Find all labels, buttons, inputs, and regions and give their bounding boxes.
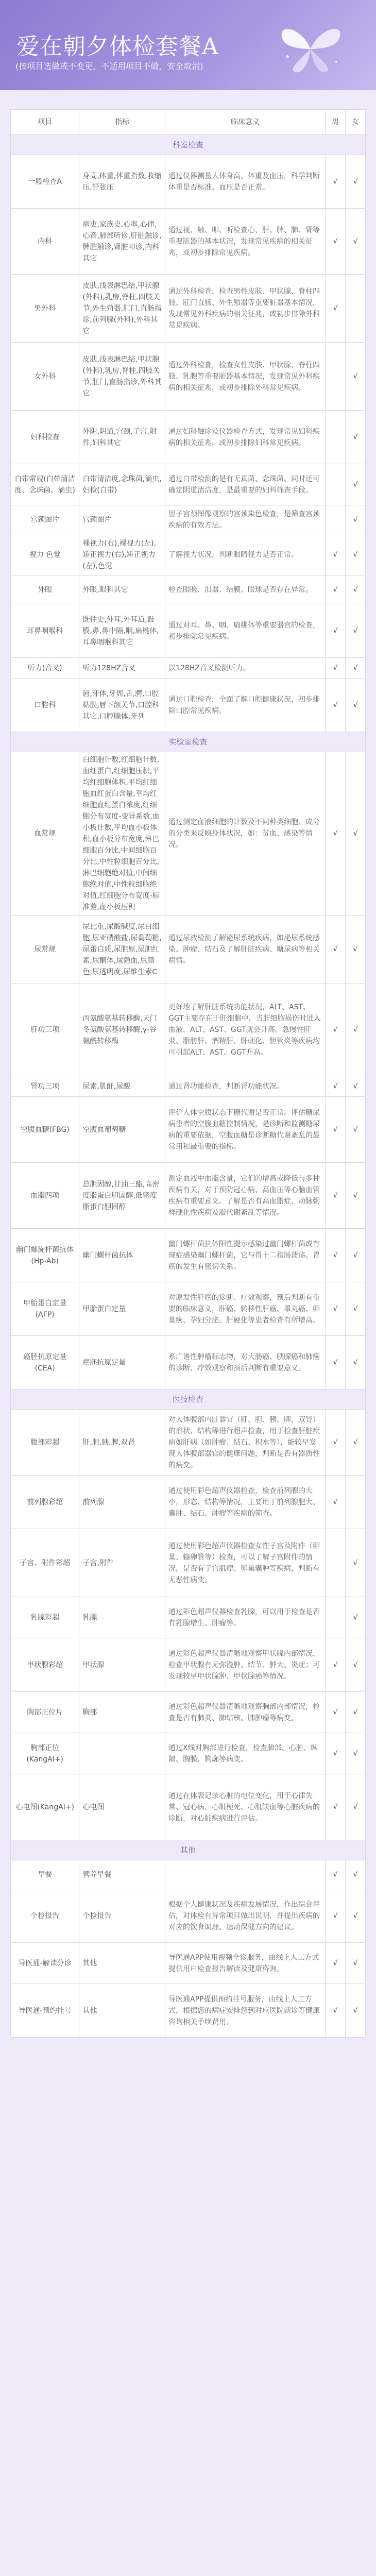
package-table [10,109,366,2038]
item-name-cell: 一般检查A [11,155,79,209]
header-tab-shape [0,91,216,109]
table-row [11,679,366,732]
item-name-cell: 血脂四项 [11,1163,79,1229]
item-name-cell: 导医通-预约挂号 [11,1984,79,2038]
female-mark-cell: √ [346,1733,366,1774]
item-name-cell: 子宫、附件彩超 [11,1529,79,1597]
indicator-cell: 白带清洁度,念珠菌,滴虫,妇检(白带) [79,464,165,505]
male-mark-cell: √ [326,679,346,732]
item-name-cell: 空腹血糖(FBG) [11,1097,79,1163]
indicator-cell: 皮肤,浅表淋巴结,甲状腺(外科),乳房,脊柱,四肢关节,肛门,直肠指诊,外科其它 [79,343,165,411]
col-header-meaning: 临床意义 [165,110,326,135]
item-name-cell: 视力 色觉 [11,534,79,575]
table-row [11,209,366,275]
table-row [11,1410,366,1476]
female-mark-cell: √ [346,1774,366,1840]
male-mark-cell [326,1597,346,1638]
indicator-cell: 子宫,附件 [79,1529,165,1597]
item-name-cell: 妇科检查 [11,411,79,464]
male-mark-cell: √ [326,1733,346,1774]
male-mark-cell: √ [326,916,346,984]
male-mark-cell: √ [326,534,346,575]
male-mark-cell [326,464,346,505]
female-mark-cell: √ [346,658,366,679]
male-mark-cell: √ [326,275,346,343]
item-name-cell: 胸部正位(KangAI+) [11,1733,79,1774]
male-mark-cell: √ [326,984,346,1076]
female-mark-cell: √ [346,1529,366,1597]
female-mark-cell: √ [346,411,366,464]
meaning-cell: 了解视力状况，判断眼睛视力是否正常。 [165,534,326,575]
item-name-cell: 内科 [11,209,79,275]
female-mark-cell: √ [346,343,366,411]
meaning-cell: 通过尿液检测了解泌尿系统疾病，如泌尿系统感染、肿瘤、结石及了解肝脏疾病、糖尿病等相关病情。 [165,916,326,984]
female-mark-cell: √ [346,464,366,505]
indicator-cell: 总胆固醇,甘油三酯,高密度脂蛋白胆固醇,低密度脂蛋白胆固醇 [79,1163,165,1229]
meaning-cell: 根据个人健康状况及疾病发展情况，作出综合评估，对体检有异常项目做出说明，并提出疾病的对应的饮食调理、运动保健方向的建议。 [165,1889,326,1943]
table-row [11,1229,366,1282]
female-mark-cell [346,275,366,343]
item-name-cell: 肝功三项 [11,984,79,1076]
meaning-cell: 检查眼睑、泪器、结膜、眼球是否存在异常。 [165,575,326,604]
female-mark-cell: √ [346,1984,366,2038]
indicator-cell: 个检报告 [79,1889,165,1943]
meaning-cell: 通过使用彩色超声仪器检查女性子宫及附件（卵巢、输卵管等）检查，可以了解子宫附件的情况，是否有子宫肌瘤、卵巢囊肿等疾病，判断有无恶性病变。 [165,1529,326,1597]
male-mark-cell: √ [326,209,346,275]
indicator-cell: 肝,胆,胰,脾,双肾 [79,1410,165,1476]
male-mark-cell: √ [326,752,346,916]
item-name-cell: 听力(音叉) [11,658,79,679]
indicator-cell: 外阴,阴道,宫颈,子宫,附件,妇科其它 [79,411,165,464]
table-row [11,575,366,604]
male-mark-cell: √ [326,1692,346,1733]
table-row [11,658,366,679]
indicator-cell: 癌胚抗原定量 [79,1336,165,1389]
male-mark-cell [326,411,346,464]
table-row [11,1733,366,1774]
male-mark-cell: √ [326,1163,346,1229]
male-mark-cell [326,343,346,411]
table-row [11,275,366,343]
table-row [11,916,366,984]
meaning-cell: 幽门螺杆菌抗体阳性提示感染过幽门螺杆菌或有现症感染幽门螺杆菌，它与胃十二指肠溃疡、胃癌的发生有密切关系。 [165,1229,326,1282]
meaning-cell: 通过肾功能检查，判断肾功能状况。 [165,1076,326,1097]
male-mark-cell: √ [326,1410,346,1476]
item-name-cell: 腹部彩超 [11,1410,79,1476]
indicator-cell: 宫颈图片 [79,505,165,534]
female-mark-cell: √ [346,1638,366,1692]
female-mark-cell: √ [346,679,366,732]
table-row [11,1336,366,1389]
female-mark-cell: √ [346,1943,366,1984]
table-row [11,1943,366,1984]
item-name-cell: 女外科 [11,343,79,411]
item-name-cell: 男外科 [11,275,79,343]
item-name-cell: 幽门螺旋杆菌抗体(Hp-Ab) [11,1229,79,1282]
item-name-cell: 心电图(KangAI+) [11,1774,79,1840]
meaning-cell: 通过在体表记录心脏的电位变化，用于心律失常、冠心病、心肌梗死、心肌缺血等心脏疾病的诊断，对心脏疾病进行评估。 [165,1774,326,1840]
female-mark-cell: √ [346,1229,366,1282]
meaning-cell: 通过彩色超声仪器清晰地观察甲状腺内部情况，检查甲状腺有无弥漫肿、结节、肿大、炎症；可发现较早甲状腺肿、甲状腺癌等情况。 [165,1638,326,1692]
female-mark-cell: √ [346,752,366,916]
female-mark-cell: √ [346,575,366,604]
table-row [11,343,366,411]
table-row [11,1638,366,1692]
meaning-cell: 对人体腹部内脏器官（肝、胆、胰、脾、双肾）的形状、结构等进行超声检查，用于检查肝脏疾病如肝病（如肿瘤、结石、积水等），能较早发现人体腹部器官的健康问题，判断是否有器质性的病变。 [165,1410,326,1476]
male-mark-cell: √ [326,1229,346,1282]
indicator-cell: 尿比重,尿酸碱度,尿白细胞,尿亚硝酸盐,尿葡萄糖,尿蛋白质,尿胆原,尿胆红素,尿酮体,尿隐血,尿颜色,尿透明度,尿维生素C [79,916,165,984]
meaning-cell: 通过妇科触诊及仪器检查方式，发现常见妇科疾病的相关征兆，或初步排除妇科常见疾病。 [165,411,326,464]
item-name-cell: 癌胚抗原定量(CEA) [11,1336,79,1389]
indicator-cell: 尿素,肌酐,尿酸 [79,1076,165,1097]
meaning-cell: 导医通APP提供预约挂号服务，由线上人工方式，根据您的病症安排您到对应医院就诊等健康咨询相关手续费用。 [165,1984,326,2038]
indicator-cell: 听力128HZ音叉 [79,658,165,679]
item-name-cell: 胸部正位片 [11,1692,79,1733]
table-row [11,1529,366,1597]
header-banner [0,0,376,90]
female-mark-cell: √ [346,1163,366,1229]
male-mark-cell: √ [326,1860,346,1889]
table-row [11,1163,366,1229]
indicator-cell: 既往史,外耳,外耳道,鼓膜,鼻,鼻中隔,咽,扁桃体,耳鼻咽喉科其它 [79,604,165,658]
item-name-cell: 血常规 [11,752,79,916]
indicator-cell: 丙氨酸氨基转移酶,天门冬氨酸氨基转移酶,γ-谷氨酰转移酶 [79,984,165,1076]
indicator-cell: 外眼,眼科其它 [79,575,165,604]
table-row [11,1889,366,1943]
table-row [11,604,366,658]
table-row [11,505,366,534]
meaning-cell: 以128HZ音叉检测听力。 [165,658,326,679]
item-name-cell: 早餐 [11,1860,79,1889]
section-header-row [11,1389,366,1410]
table-row [11,1476,366,1529]
table-row [11,464,366,505]
section-title: 科室检查 [11,135,366,155]
item-name-cell: 白带常规(白带清洁度、念珠菌、滴虫) [11,464,79,505]
male-mark-cell: √ [326,1097,346,1163]
meaning-cell: 系广谱性肿瘤标志物，对大肠癌、胰腺癌和肺癌的诊断、疗效观察和预后判断有重要意义。 [165,1336,326,1389]
page-subtitle: (按项目选做或不变更，不适用项目不做，安全取消) [15,61,203,71]
section-header-row [11,732,366,752]
item-name-cell: 外眼 [11,575,79,604]
item-name-cell: 甲状腺彩超 [11,1638,79,1692]
meaning-cell: 通过彩色超声仪器检查乳腺，可以用于检查是否有乳腺增生、肿瘤等。 [165,1597,326,1638]
table-row [11,984,366,1076]
col-header-male: 男 [326,110,346,135]
male-mark-cell: √ [326,1076,346,1097]
table-row [11,534,366,575]
male-mark-cell: √ [326,604,346,658]
female-mark-cell: √ [346,1860,366,1889]
indicator-cell: 病史,家族史,心率,心律,心音,肺部听诊,肝脏触诊,脾脏触诊,肾脏叩诊,内科其它 [79,209,165,275]
female-mark-cell: √ [346,1889,366,1943]
item-name-cell: 前列腺彩超 [11,1476,79,1529]
section-title: 实验室检查 [11,732,366,752]
item-name-cell: 宫颈图片 [11,505,79,534]
female-mark-cell: √ [346,1336,366,1389]
indicator-cell: 胸部 [79,1692,165,1733]
male-mark-cell: √ [326,1943,346,1984]
meaning-cell: 通过白带检测的是有无真菌、念珠菌、同时还可确定阴道清洁度，是最重要的妇科筛查手段。 [165,464,326,505]
item-name-cell: 口腔科 [11,679,79,732]
female-mark-cell: √ [346,1410,366,1476]
meaning-cell: 通过彩色超声仪器清晰地观察胸部内部情况，检查是否有肺炎、肺结核、肺肿瘤等病变。 [165,1692,326,1733]
male-mark-cell: √ [326,1984,346,2038]
male-mark-cell [326,505,346,534]
male-mark-cell: √ [326,1774,346,1840]
female-mark-cell: √ [346,505,366,534]
indicator-cell: 唇,牙体,牙周,舌,腭,口腔粘膜,唇下颌关节,口腔科其它,口腔腺体,牙列 [79,679,165,732]
section-header-row [11,1840,366,1860]
male-mark-cell: √ [326,1476,346,1529]
table-body [11,135,366,2038]
male-mark-cell: √ [326,1889,346,1943]
table-row [11,1597,366,1638]
meaning-cell: 更好地了解肝脏系统功能状况，ALT、AST、GGT主要存在于肝细胞中，当肝细胞损伤时进入血液，ALT、AST、GGT就会升高。急慢性肝炎、脂肪肝、酒精肝、肝硬化、胆管炎等疾病均可引起ALT、AST、GGT升高。 [165,984,326,1076]
female-mark-cell: √ [346,1097,366,1163]
meaning-cell: 通过外科检查，检查女性皮肤、甲状腺、脊柱四肢、乳腺等重要脏器基本情况，发现常见外科疾病的相关征兆，或初步排除外科常见疾病。 [165,343,326,411]
table-row [11,411,366,464]
indicator-cell [79,1733,165,1774]
item-name-cell: 肾功三项 [11,1076,79,1097]
table-row [11,1774,366,1840]
meaning-cell: 测定血液中血脂含量，它们的增高或降低与多种疾病有关，对于预防冠心病、高血压等心脑血管疾病有重要意义。了解是否有高血脂症、动脉粥样硬化性疾病及脂代谢紊乱等情况。 [165,1163,326,1229]
meaning-cell [165,1860,326,1889]
meaning-cell: 通过口腔检查，全面了解口腔健康状况，初步排除口腔常见疾病。 [165,679,326,732]
meaning-cell: 通过X线对胸部进行检查，检查肺部、心脏、纵隔、胸膜、胸廓等病变。 [165,1733,326,1774]
item-name-cell: 乳腺彩超 [11,1597,79,1638]
female-mark-cell [346,1476,366,1529]
indicator-cell: 甲状腺 [79,1638,165,1692]
female-mark-cell: √ [346,916,366,984]
male-mark-cell [326,1529,346,1597]
female-mark-cell: √ [346,1597,366,1638]
table-row [11,1984,366,2038]
col-header-female: 女 [346,110,366,135]
female-mark-cell: √ [346,155,366,209]
item-name-cell: 甲胎蛋白定量(AFP) [11,1282,79,1336]
indicator-cell: 营养早餐 [79,1860,165,1889]
table-row [11,1860,366,1889]
indicator-cell: 其他 [79,1943,165,1984]
female-mark-cell: √ [346,1282,366,1336]
table-row [11,1097,366,1163]
table-row [11,155,366,209]
indicator-cell: 其他 [79,1984,165,2038]
female-mark-cell: √ [346,604,366,658]
indicator-cell: 乳腺 [79,1597,165,1638]
item-name-cell: 导医通-解读分诊 [11,1943,79,1984]
male-mark-cell: √ [326,1638,346,1692]
indicator-cell: 皮肤,浅表淋巴结,甲状腺(外科),乳房,脊柱,四肢关节,外生殖器,肛门,直肠指诊,前列腺(外科),外科其它 [79,275,165,343]
meaning-cell: 留子宫颈图像观察的宫颈染色检查，是筛查宫颈疾病的有效方法。 [165,505,326,534]
table-row [11,752,366,916]
indicator-cell: 白细胞计数,红细胞计数,血红蛋白,红细胞压积,平均红细胞体积,平均红细胞血红蛋白含量,平均红细胞血红蛋白浓度,红细胞分布宽度-变异系数,血小板计数,平均血小板体积,血小板分布宽度,淋巴细胞百分比,中间细胞百分比,中性粒细胞百分比,淋巴细胞绝对值,中间细胞绝对值,中性粒细胞绝对值,红细胞分布宽度-标准差,血小板压积 [79,752,165,916]
table-row [11,1282,366,1336]
female-mark-cell: √ [346,209,366,275]
indicator-cell: 心电图 [79,1774,165,1840]
meaning-cell: 评价人体空腹状态下糖代谢是否正常。评估糖尿病患者的空腹血糖控制情况，是诊断和监测糖尿病的重要依据，空腹血糖是诊断糖代谢紊乱的最常用和最重要的指标。 [165,1097,326,1163]
female-mark-cell: √ [346,534,366,575]
section-title: 医技检查 [11,1389,366,1410]
male-mark-cell: √ [326,658,346,679]
page-title: 爱在朝夕体检套餐A [16,33,219,60]
indicator-cell: 幽门螺杆菌抗体 [79,1229,165,1282]
male-mark-cell: √ [326,1336,346,1389]
col-header-indicator: 指标 [79,110,165,135]
meaning-cell: 导医通APP使用视频全诊服务，由线上人工方式提供用户检查报告解读及健康咨询。 [165,1943,326,1984]
section-header-row [11,135,366,155]
male-mark-cell: √ [326,575,346,604]
section-title: 其他 [11,1840,366,1860]
indicator-cell: 空腹血葡萄糖 [79,1097,165,1163]
female-mark-cell: √ [346,984,366,1076]
meaning-cell: 通过仪器测量人体身高、体重及血压，科学判断体重是否标准、血压是否正常。 [165,155,326,209]
indicator-cell: 身高,体重,体重指数,收缩压,舒张压 [79,155,165,209]
table-row [11,1076,366,1097]
col-header-item: 项目 [11,110,79,135]
item-name-cell: 尿常规 [11,916,79,984]
male-mark-cell: √ [326,155,346,209]
indicator-cell: 裸视力(右),裸视力(左),矫正视力(右),矫正视力(左),色觉 [79,534,165,575]
meaning-cell: 通过使用彩色超声仪器检查，检查前列腺的大小，形态、结构等情况，主要用于前列腺肥大、囊肿、结石、肿瘤等疾病的筛查。 [165,1476,326,1529]
item-name-cell: 耳鼻咽喉科 [11,604,79,658]
item-name-cell: 个检报告 [11,1889,79,1943]
butterfly-icon [272,21,349,77]
meaning-cell: 通过视、触、叩、听检查心、肝、脾、肺、肾等重要脏器的基本状况，发现常见疾病的相关征兆，或初步排除常见疾病。 [165,209,326,275]
female-mark-cell: √ [346,1692,366,1733]
meaning-cell: 通过对耳、鼻、咽、扁桃体等重要器官的检查，初步排除常见疾病。 [165,604,326,658]
female-mark-cell: √ [346,1076,366,1097]
meaning-cell: 通过外科检查，检查男性皮肤、甲状腺、脊柱四肢、肛门直肠、外生殖器等重要脏器基本情况，发现常见外科疾病的相关征兆，或初步排除外科常见疾病。 [165,275,326,343]
meaning-cell: 通过测定血液细胞的计数及不同种类细胞、成分的分类来反映身体状况，如：贫血、感染等情况。 [165,752,326,916]
indicator-cell: 甲胎蛋白定量 [79,1282,165,1336]
table-header-row [11,110,366,135]
meaning-cell: 对原发性肝癌的诊断、疗效观察，预后判断有重要的临床意义，肝癌、转移性肝癌、睾丸癌、卵巢癌、孕妇分泌、肝硬化等患者检查有所增高。 [165,1282,326,1336]
indicator-cell: 前列腺 [79,1476,165,1529]
male-mark-cell: √ [326,1282,346,1336]
table-row [11,1692,366,1733]
